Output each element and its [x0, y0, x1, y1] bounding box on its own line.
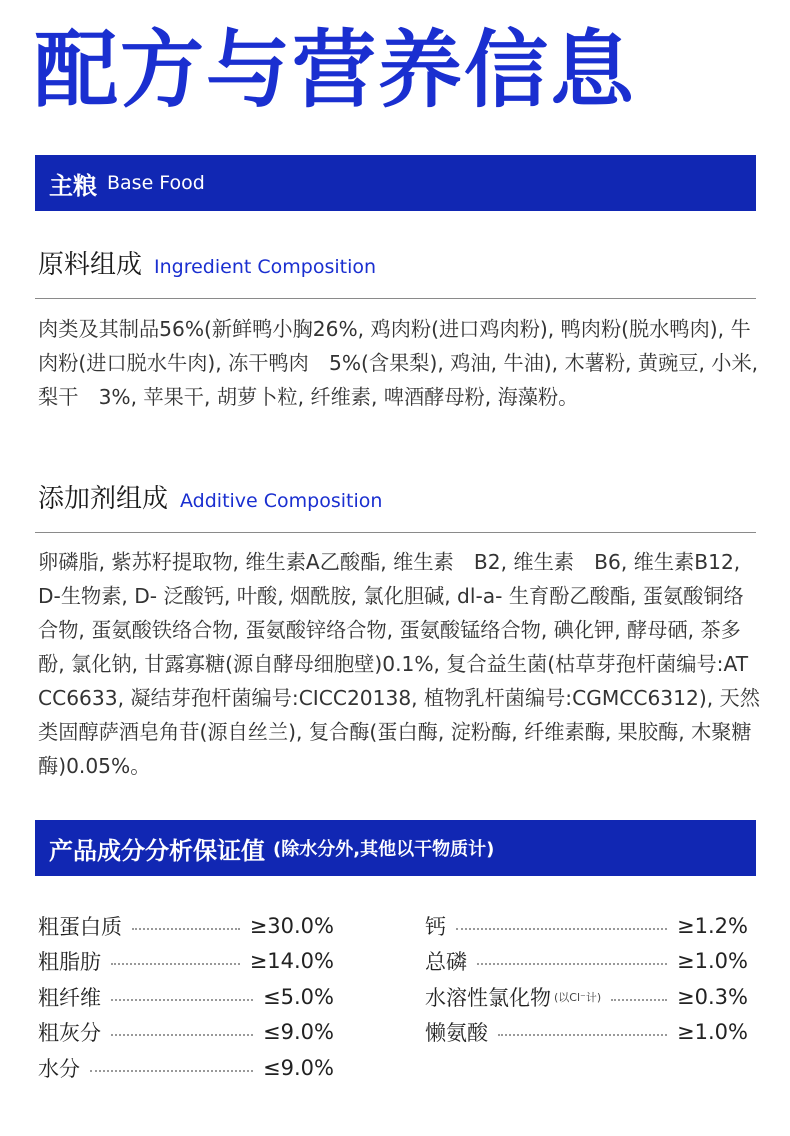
additive-heading-cn: 添加剂组成	[38, 484, 169, 514]
analysis-row	[425, 979, 748, 1015]
dot-leader	[90, 1070, 253, 1072]
analysis-item-value: ≥14.0%	[249, 949, 334, 974]
analysis-item-value: ≥30.0%	[249, 913, 334, 938]
analysis-right-column	[425, 908, 748, 1050]
ingredient-divider	[35, 298, 756, 299]
analysis-left-column	[38, 908, 334, 1086]
analysis-item-name: 水溶性氯化物	[425, 985, 551, 1010]
ingredient-heading	[38, 244, 376, 281]
analysis-title-note: (除水分外,其他以干物质计)	[273, 839, 495, 860]
analysis-item-value: ≤9.0%	[263, 1055, 334, 1080]
analysis-row	[38, 1015, 334, 1051]
analysis-item-name: 粗纤维	[38, 985, 101, 1010]
analysis-item-value: ≤9.0%	[263, 1020, 334, 1045]
dot-leader	[611, 999, 667, 1001]
analysis-item-name: 粗灰分	[38, 1021, 101, 1046]
analysis-item-name: 总磷	[425, 950, 467, 975]
analysis-item-name: 钙	[425, 914, 446, 939]
additive-heading	[38, 478, 382, 515]
analysis-band	[35, 820, 756, 876]
dot-leader	[111, 999, 253, 1001]
dot-leader	[456, 928, 667, 930]
additive-heading-en: Additive Composition	[180, 490, 383, 512]
analysis-item-name: 粗脂肪	[38, 950, 101, 975]
ingredient-text: 肉类及其制品56%(新鲜鸭小胸26%, 鸡肉粉(进口鸡肉粉), 鸭肉粉(脱水鸭肉), 牛肉粉(进口脱水牛肉), 冻干鸭肉 5%(含果梨), 鸡油, 牛油), 木薯粉, 黄豌豆, 小米, 梨干 3%, 苹果干, 胡萝卜粒, 纤维素, 啤酒酵母粉, 海藻粉。	[38, 317, 765, 409]
analysis-item-value: ≥1.0%	[677, 949, 748, 974]
analysis-item-value: ≥1.2%	[677, 913, 748, 938]
additive-divider	[35, 532, 756, 533]
analysis-title-cn: 产品成分分析保证值	[49, 836, 265, 865]
analysis-row	[38, 1050, 334, 1086]
analysis-item-value: ≥0.3%	[677, 984, 748, 1009]
base-food-band	[35, 155, 756, 211]
analysis-row	[38, 908, 334, 944]
analysis-item-name: 水分	[38, 1056, 80, 1081]
analysis-item-value: ≤5.0%	[263, 984, 334, 1009]
ingredient-heading-cn: 原料组成	[38, 250, 143, 280]
analysis-row	[38, 944, 334, 980]
base-food-title-cn: 主粮	[49, 171, 97, 200]
ingredient-heading-en: Ingredient Composition	[154, 256, 377, 278]
analysis-row	[425, 944, 748, 980]
dot-leader	[132, 928, 240, 930]
base-food-title-en: Base Food	[107, 172, 205, 194]
dot-leader	[111, 963, 240, 965]
analysis-item-note: (以Cl⁻计)	[554, 990, 602, 1004]
analysis-row	[425, 1015, 748, 1051]
dot-leader	[111, 1034, 253, 1036]
analysis-row	[38, 979, 334, 1015]
analysis-item-name: 粗蛋白质	[38, 914, 122, 939]
additive-text: 卵磷脂, 紫苏籽提取物, 维生素A乙酸酯, 维生素 B2, 维生素 B6, 维生素B12, D-生物素, D- 泛酸钙, 叶酸, 烟酰胺, 氯化胆碱, dl-a- 生育酚乙酸酯, 蛋氨酸铜络合物, 蛋氨酸铁络合物, 蛋氨酸锌络合物, 蛋氨酸锰络合物, 碘化钾, 酵母硒, 茶多酚, 氯化钠, 甘露寡糖(源自酵母细胞壁)0.1%, 复合益生菌(枯草芽孢杆菌编号:ATCC6633, 凝结芽孢杆菌编号:CICC20138, 植物乳杆菌编号:CGMCC6312), 天然类固醇萨酒皂角苷(源自丝兰), 复合酶(蛋白酶, 淀粉酶, 纤维素酶, 果胶酶, 木聚糖酶)0.05%。	[38, 550, 760, 778]
analysis-row	[425, 908, 748, 944]
analysis-item-name: 懒氨酸	[425, 1021, 488, 1046]
page-title: 配方与营养信息	[34, 21, 637, 119]
analysis-item-value: ≥1.0%	[677, 1020, 748, 1045]
dot-leader	[477, 963, 667, 965]
dot-leader	[498, 1034, 667, 1036]
